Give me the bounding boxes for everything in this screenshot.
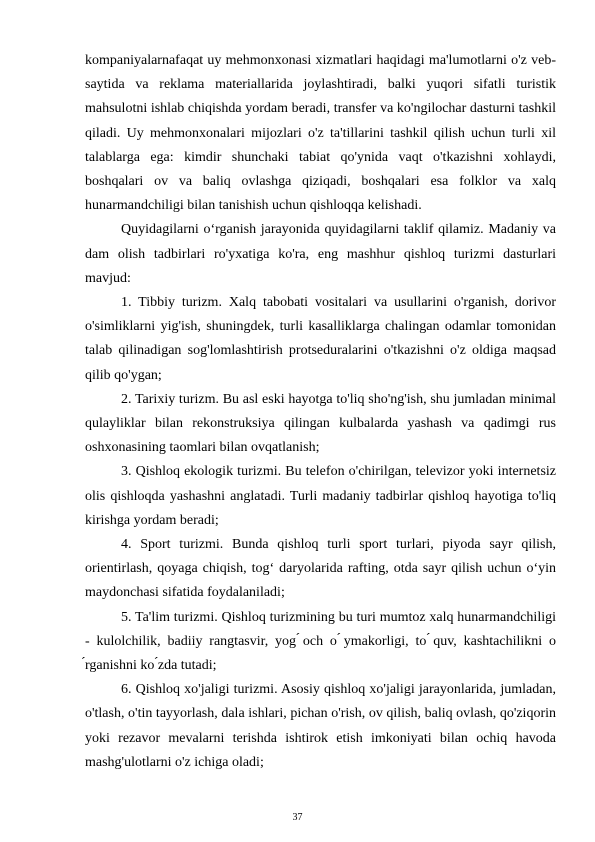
paragraph-intro: Quyidagilarni o‘rganish jarayonida quyidagilarni taklif qilamiz. Madaniy va dam olish tadbirlari ro'yxatiga ko'ra, eng mashhur qishloq turizmi dasturlari mavjud: — [85, 222, 556, 286]
list-item-medical-tourism: 1. Tibbiy turizm. Xalq tabobati vositalari va usullarini o'rganish, dorivor o'simliklarni yig'ish, shuningdek, turli kasalliklarga chalingan odamlar tomonidan talab qilinadigan sog'lomlashtirish protseduralarini o'tkazishni o'z oldiga maqsad qilib qo'ygan; — [85, 295, 556, 383]
list-item-eco-tourism: 3. Qishloq ekologik turizmi. Bu telefon o'chirilgan, televizor yoki internetsiz olis qishloqda yashashni anglatadi. Turli madaniy tadbirlar qishloq hayotiga to'liq kirishga yordam beradi; — [85, 464, 556, 528]
list-item-historical-tourism: 2. Tarixiy turizm. Bu asl eski hayotga to'liq sho'ng'ish, shu jumladan minimal qulayliklar bilan rekonstruksiya qilingan kulbalarda yashash va qadimgi rus oshxonasining taomlari bilan ovqatlanish; — [85, 391, 556, 456]
document-body — [85, 49, 556, 775]
page-number: 37 — [292, 812, 303, 823]
list-item-agro-tourism: 6. Qishloq xo'jaligi turizmi. Asosiy qishloq xo'jaligi jarayonlarida, jumladan, o'tlash, o'tin tayyorlash, dala ishlari, pichan o'rish, ov qilish, baliq ovlash, qo'ziqorin yoki rezavor mevalarni terishda ishtirok etish imkoniyati bilan ochiq havoda mashg'ulotlarni o'z ichiga oladi; — [85, 682, 556, 770]
paragraph-continuation: kompaniyalarnafaqat uy mehmonxonasi xizmatlari haqidagi ma'lumotlarni o'z veb-saytida va reklama materiallarida joylashtiradi, balki yuqori sifatli turistik mahsulotni ishlab chiqishda yordam beradi, transfer va ko'ngilochar dasturni tashkil qiladi. Uy mehmonxonalari mijozlari o'z ta'tillarini tashkil qilish uchun turli xil talablarga ega: kimdir shunchaki tabiat qo'ynida vaqt o'tkazishni xohlaydi, boshqalari ov va baliq ovlashga qiziqadi, boshqalari esa folklor va xalq hunarmandchiligi bilan tanishish uchun qishloqqa kelishadi. — [85, 53, 556, 214]
list-item-sport-tourism: 4. Sport turizmi. Bunda qishloq turli sport turlari, piyoda sayr qilish, orientirlash, qoyaga chiqish, tog‘ daryolarida rafting, otda sayr qilish uchun o‘yin maydonchasi sifatida foydalaniladi; — [85, 537, 556, 601]
list-item-education-tourism: 5. Ta'lim turizmi. Qishloq turizmining bu turi mumtoz xalq hunarmandchiligi - kulolchilik, badiiy rangtasvir, yog ́och o ́ymakorligi, to ́quv, kashtachilikni o ́rganishni ko ́zda tutadi; — [85, 609, 556, 674]
